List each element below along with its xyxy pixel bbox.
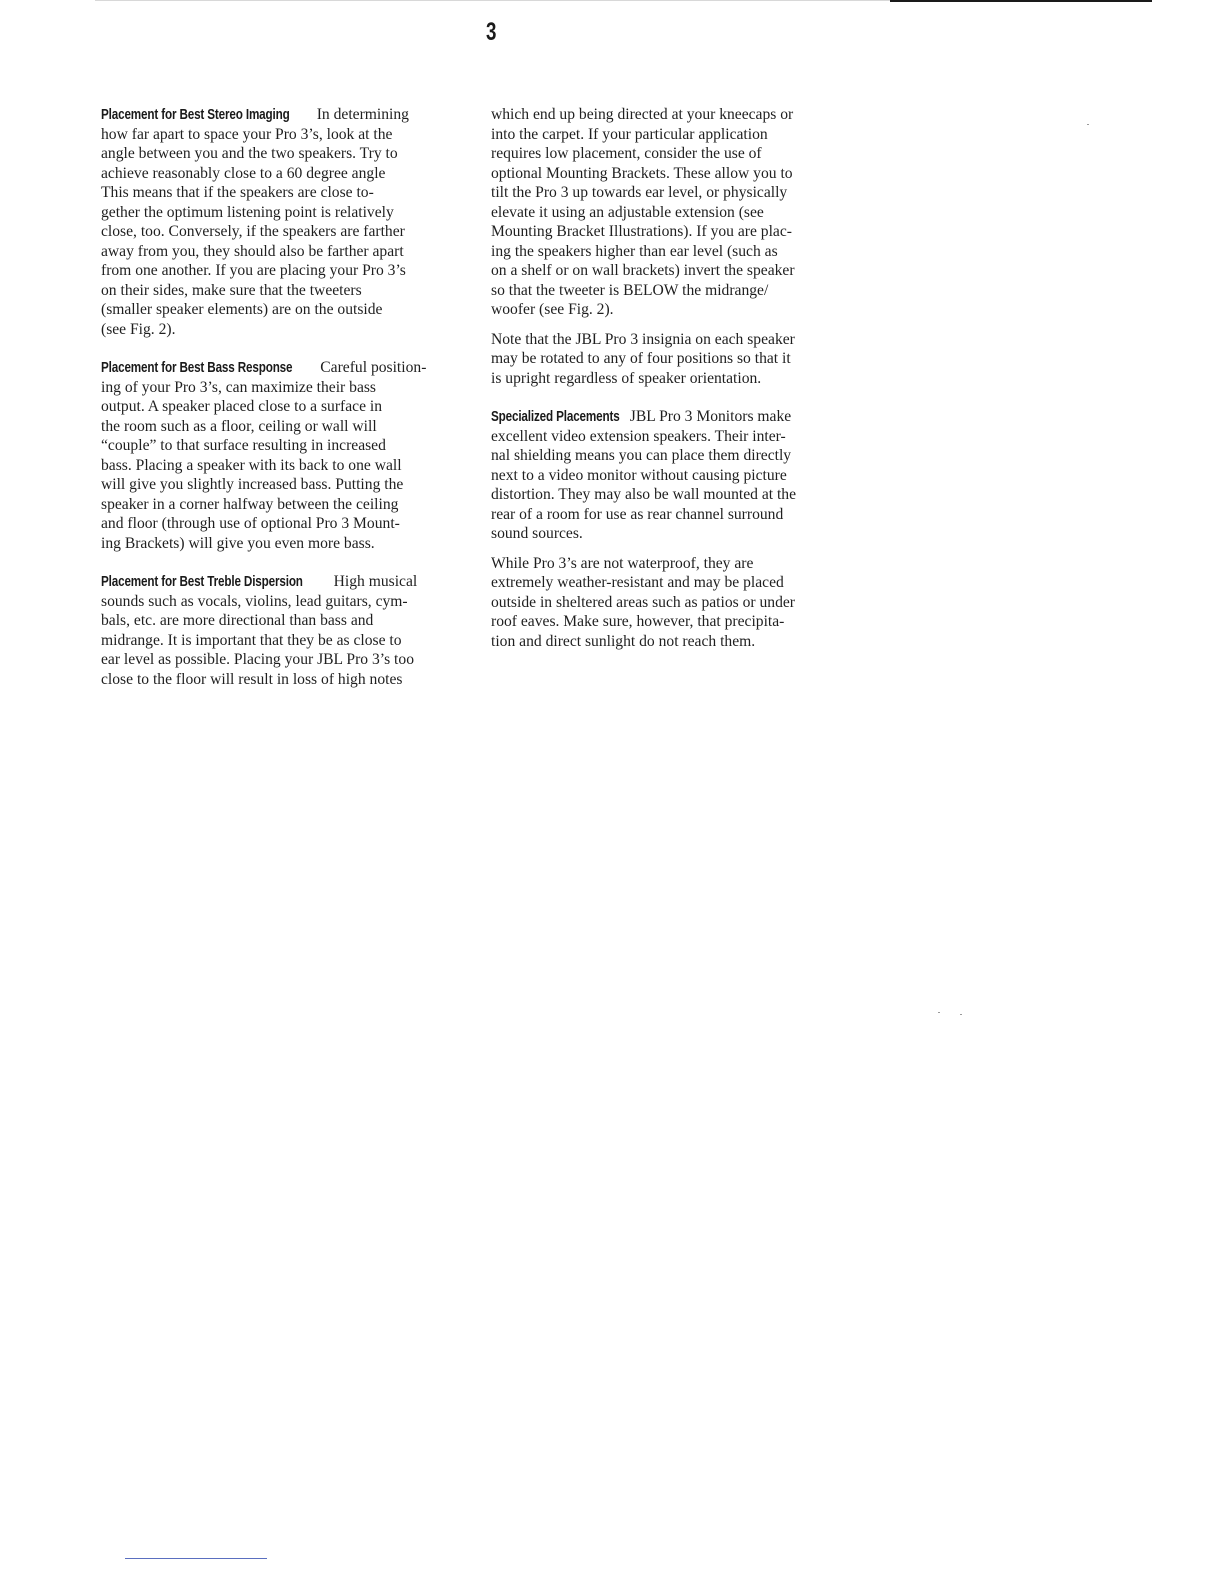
paragraph-line: optional Mounting Brackets. These allow you to — [491, 164, 793, 182]
paragraph-line: bals, etc. are more directional than bass and — [101, 612, 374, 629]
paragraph-line: excellent video extension speakers. Their inter- — [491, 427, 786, 445]
treble-dispersion-section — [101, 572, 463, 689]
paragraph-line: achieve reasonably close to a 60 degree angle — [101, 164, 386, 182]
scan-speck — [1087, 124, 1089, 125]
paragraph-line: on their sides, make sure that the tweeters — [101, 281, 362, 299]
paragraph-line: midrange. It is important that they be as close to — [101, 631, 402, 649]
paragraph-line: tion and direct sunlight do not reach them. — [491, 632, 756, 650]
paragraph-line: ing Brackets) will give you even more bass. — [101, 534, 375, 552]
footnote-rule — [125, 1558, 267, 1559]
paragraph-line: output. A speaker placed close to a surface in — [101, 398, 383, 415]
paragraph-line: extremely weather-resistant and may be placed — [491, 574, 784, 591]
paragraph-line: While Pro 3’s are not waterproof, they are — [491, 554, 754, 572]
top-rule-dark — [890, 0, 1152, 2]
top-rule — [95, 0, 890, 1]
paragraph-line: nal shielding means you can place them directly — [491, 447, 792, 464]
paragraph-line: sound sources. — [491, 525, 583, 542]
paragraph-line: speaker in a corner halfway between the ceiling — [101, 495, 399, 513]
specialized-placements-section — [491, 407, 859, 544]
paragraph-line: may be rotated to any of four positions so that it — [491, 350, 791, 367]
right-column — [491, 105, 859, 651]
paragraph-line: bass. Placing a speaker with its back to one wall — [101, 456, 402, 474]
paragraph-line: tilt the Pro 3 up towards ear level, or physically — [491, 184, 788, 201]
paragraph-line: and floor (through use of optional Pro 3 Mount- — [101, 515, 400, 532]
section-heading: Placement for Best Bass Response — [101, 359, 293, 376]
paragraph-line: angle between you and the two speakers. Try to — [101, 145, 398, 162]
paragraph-line: close, too. Conversely, if the speakers are farther — [101, 223, 405, 240]
paragraph-line: sounds such as vocals, violins, lead guitars, cym- — [101, 592, 408, 610]
paragraph-line: Placement for Best Bass Response Careful position- — [101, 359, 427, 376]
stereo-imaging-section — [101, 105, 463, 339]
paragraph-line: (see Fig. 2). — [101, 320, 176, 338]
left-column — [101, 105, 463, 689]
paragraph-line: how far apart to space your Pro 3’s, look at the — [101, 125, 393, 143]
paragraph-line: so that the tweeter is BELOW the midrange/ — [491, 281, 769, 299]
spacer — [101, 339, 463, 358]
paragraph-line: roof eaves. Make sure, however, that precipita- — [491, 613, 785, 630]
paragraph-line: ing the speakers higher than ear level (such as — [491, 242, 778, 260]
paragraph-line: on a shelf or on wall brackets) invert the speaker — [491, 262, 795, 279]
paragraph-line: next to a video monitor without causing picture — [491, 466, 787, 484]
paragraph-line: will give you slightly increased bass. Putting the — [101, 476, 404, 493]
paragraph-line: from one another. If you are placing your Pro 3’s — [101, 262, 406, 279]
paragraph-line: elevate it using an adjustable extension (see — [491, 203, 764, 221]
bass-response-section — [101, 358, 463, 553]
section-heading: Placement for Best Treble Dispersion — [101, 573, 303, 590]
paragraph-line: woofer (see Fig. 2). — [491, 301, 614, 318]
page-number: 3 — [486, 18, 497, 46]
paragraph-line: requires low placement, consider the use of — [491, 145, 762, 162]
paragraph-line: outside in sheltered areas such as patios or under — [491, 593, 795, 611]
paragraph-line: (smaller speaker elements) are on the outside — [101, 301, 383, 318]
treble-continuation-paragraph — [491, 105, 859, 320]
paragraph-line: is upright regardless of speaker orientation. — [491, 369, 762, 387]
paragraph-line: Specialized Placements JBL Pro 3 Monitors make — [491, 408, 792, 425]
scan-speck — [960, 1014, 962, 1015]
spacer — [491, 544, 859, 554]
paragraph-line: Placement for Best Stereo Imaging In determining — [101, 106, 409, 123]
paragraph-line: This means that if the speakers are close to- — [101, 184, 374, 201]
scan-speck — [938, 1012, 940, 1013]
paragraph-line: ing of your Pro 3’s, can maximize their bass — [101, 378, 376, 396]
weather-paragraph — [491, 554, 859, 652]
paragraph-line: ear level as possible. Placing your JBL Pro 3’s too — [101, 651, 414, 668]
spacer — [491, 388, 859, 407]
paragraph-line: away from you, they should also be farther apart — [101, 242, 404, 260]
spacer — [491, 320, 859, 330]
paragraph-line: Placement for Best Treble Dispersion High musical — [101, 573, 418, 590]
paragraph-line: Note that the JBL Pro 3 insignia on each speaker — [491, 330, 795, 348]
paragraph-line: which end up being directed at your kneecaps or — [491, 106, 794, 123]
spacer — [101, 553, 463, 572]
paragraph-line: the room such as a floor, ceiling or wall will — [101, 417, 377, 435]
section-heading: Placement for Best Stereo Imaging — [101, 106, 290, 123]
section-heading: Specialized Placements — [491, 408, 620, 425]
paragraph-line: distortion. They may also be wall mounted at the — [491, 486, 797, 503]
paragraph-line: into the carpet. If your particular application — [491, 125, 768, 143]
paragraph-line: Mounting Bracket Illustrations). If you are plac- — [491, 223, 792, 240]
paragraph-line: close to the floor will result in loss of high notes — [101, 670, 403, 688]
insignia-paragraph — [491, 330, 859, 389]
paragraph-line: gether the optimum listening point is relatively — [101, 203, 394, 221]
paragraph-line: “couple” to that surface resulting in increased — [101, 437, 386, 454]
paragraph-line: rear of a room for use as rear channel surround — [491, 505, 784, 523]
